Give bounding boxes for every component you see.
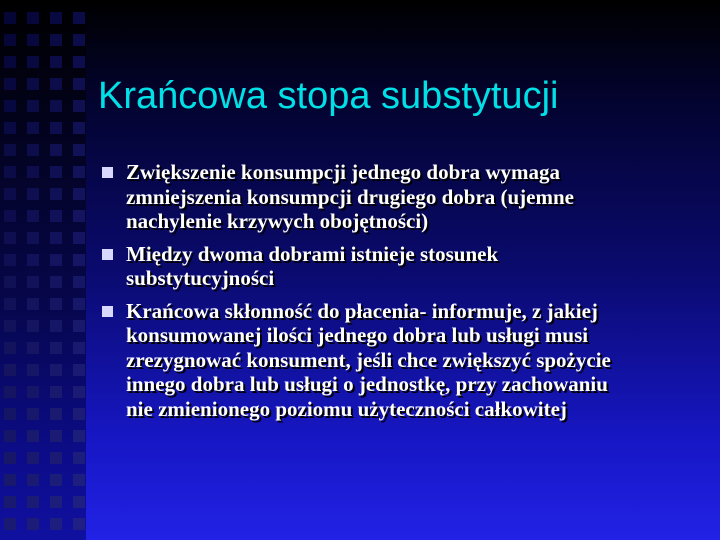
decorative-square <box>4 12 16 24</box>
decorative-square <box>4 188 16 200</box>
decorative-square <box>50 100 62 112</box>
decorative-square <box>27 342 39 354</box>
bullet-line: Krańcowa skłonność do płacenia- informuje, z jakiej <box>126 298 598 323</box>
decorative-square <box>50 364 62 376</box>
decorative-square <box>50 496 62 508</box>
bullet-item <box>100 242 690 291</box>
decorative-square <box>27 408 39 420</box>
decorative-square <box>4 342 16 354</box>
decorative-square <box>73 100 85 112</box>
decorative-square <box>27 474 39 486</box>
decorative-square <box>73 254 85 266</box>
decorative-square <box>73 56 85 68</box>
square-bullet-icon <box>102 249 113 260</box>
decorative-square <box>27 12 39 24</box>
decorative-square <box>27 188 39 200</box>
decorative-square <box>4 474 16 486</box>
decorative-square <box>4 254 16 266</box>
bullet-line: Zwiększenie konsumpcji jednego dobra wymaga <box>126 160 561 184</box>
decorative-square <box>73 342 85 354</box>
decorative-square <box>4 100 16 112</box>
decorative-square <box>50 188 62 200</box>
decorative-square <box>50 34 62 46</box>
decorative-square <box>73 386 85 398</box>
decorative-square <box>50 12 62 24</box>
decorative-square <box>50 254 62 266</box>
decorative-square <box>4 210 16 222</box>
decorative-square <box>50 452 62 464</box>
decorative-square <box>50 144 62 156</box>
decorative-square <box>27 232 39 244</box>
decorative-square <box>73 518 85 530</box>
decorative-square <box>50 78 62 90</box>
bullet-line: nie zmienionego poziomu użyteczności całkowitej <box>126 396 567 421</box>
bullet-line: zrezygnować konsument, jeśli chce zwiększyć spożycie <box>126 347 611 372</box>
decorative-square <box>73 122 85 134</box>
slide-title: Krańcowa stopa substytucji <box>98 75 559 117</box>
decorative-square <box>27 386 39 398</box>
decorative-square <box>27 452 39 464</box>
decorative-square <box>27 100 39 112</box>
decorative-square <box>27 210 39 222</box>
decorative-sidebar <box>0 0 86 540</box>
decorative-square <box>4 34 16 46</box>
decorative-square <box>4 364 16 376</box>
bullet-line: nachylenie krzywych obojętności) <box>126 209 429 233</box>
decorative-square <box>4 166 16 178</box>
square-bullet-icon <box>102 306 113 317</box>
decorative-square <box>50 276 62 288</box>
bullet-line: innego dobra lub usługi o jednostkę, przy zachowaniu <box>126 372 608 396</box>
decorative-square <box>73 78 85 90</box>
decorative-square <box>4 408 16 420</box>
decorative-square <box>50 166 62 178</box>
decorative-square <box>27 364 39 376</box>
decorative-square <box>4 78 16 90</box>
decorative-square <box>27 144 39 156</box>
decorative-square <box>4 144 16 156</box>
decorative-square <box>50 320 62 332</box>
decorative-square <box>50 430 62 442</box>
decorative-square <box>73 34 85 46</box>
decorative-square <box>73 144 85 156</box>
decorative-square <box>27 122 39 134</box>
bullet-item <box>100 299 690 422</box>
decorative-square <box>73 188 85 200</box>
bullet-item <box>100 160 690 234</box>
decorative-square <box>4 496 16 508</box>
decorative-square <box>73 298 85 310</box>
decorative-square <box>73 496 85 508</box>
bullet-line: substytucyjności <box>126 266 275 290</box>
square-bullet-icon <box>102 167 113 178</box>
decorative-square <box>73 408 85 420</box>
decorative-square <box>73 430 85 442</box>
decorative-square <box>50 342 62 354</box>
decorative-square <box>50 122 62 134</box>
decorative-square <box>27 276 39 288</box>
decorative-square <box>73 364 85 376</box>
decorative-square <box>27 298 39 310</box>
decorative-square <box>73 276 85 288</box>
decorative-square <box>50 474 62 486</box>
decorative-square <box>73 474 85 486</box>
decorative-square <box>27 496 39 508</box>
decorative-square <box>50 518 62 530</box>
decorative-square <box>4 518 16 530</box>
decorative-square <box>27 320 39 332</box>
decorative-square <box>50 408 62 420</box>
decorative-square-grid <box>0 0 86 540</box>
decorative-square <box>4 122 16 134</box>
decorative-square <box>50 298 62 310</box>
decorative-square <box>4 430 16 442</box>
decorative-square <box>4 320 16 332</box>
decorative-square <box>27 254 39 266</box>
decorative-square <box>73 166 85 178</box>
decorative-square <box>27 34 39 46</box>
decorative-square <box>4 298 16 310</box>
decorative-square <box>27 430 39 442</box>
decorative-square <box>27 518 39 530</box>
decorative-square <box>4 56 16 68</box>
decorative-square <box>27 166 39 178</box>
decorative-square <box>73 210 85 222</box>
decorative-square <box>50 210 62 222</box>
decorative-square <box>4 276 16 288</box>
decorative-square <box>4 232 16 244</box>
bullet-line: Między dwoma dobrami istnieje stosunek <box>126 241 499 266</box>
decorative-square <box>73 232 85 244</box>
decorative-square <box>27 78 39 90</box>
decorative-square <box>27 56 39 68</box>
bullet-line: zmniejszenia konsumpcji drugiego dobra (ujemne <box>126 184 574 209</box>
decorative-square <box>73 12 85 24</box>
decorative-square <box>50 56 62 68</box>
decorative-square <box>4 452 16 464</box>
bullet-line: konsumowanej ilości jednego dobra lub usługi musi <box>126 323 589 347</box>
decorative-square <box>73 452 85 464</box>
bullet-list <box>100 160 690 429</box>
decorative-square <box>4 386 16 398</box>
decorative-square <box>73 320 85 332</box>
decorative-square <box>50 232 62 244</box>
decorative-square <box>50 386 62 398</box>
